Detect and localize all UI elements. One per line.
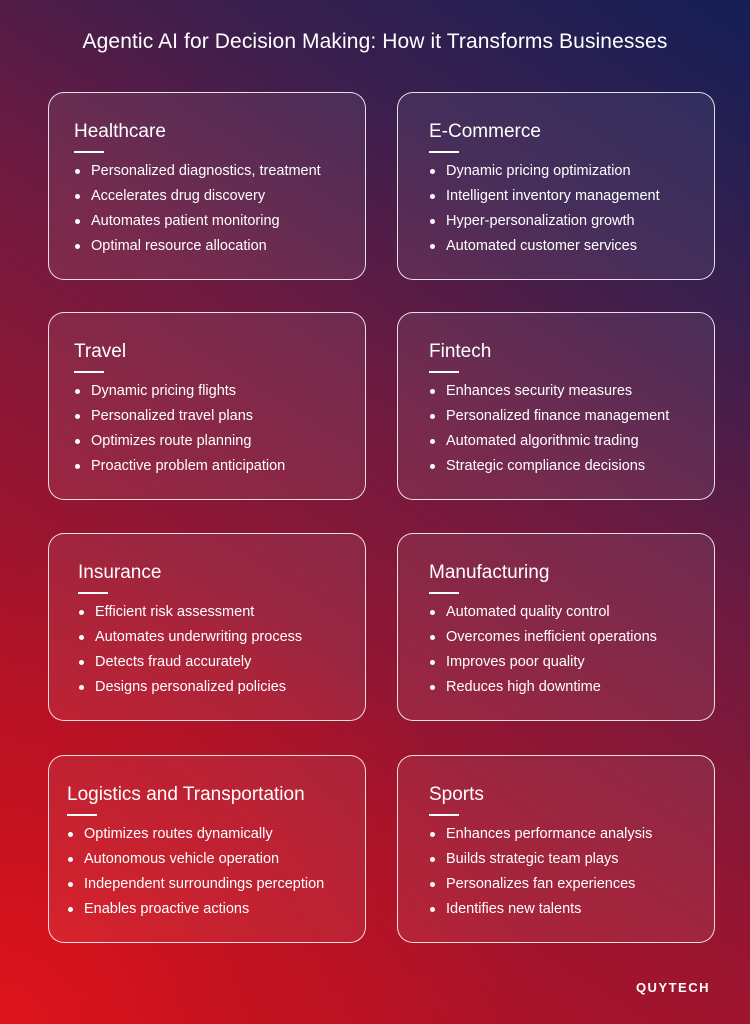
bullet-icon	[75, 439, 80, 444]
card-logistics	[48, 755, 366, 943]
bullet-icon	[430, 194, 435, 199]
list-item	[78, 650, 302, 675]
list-item-text: Automates patient monitoring	[91, 213, 280, 229]
list-item-text: Builds strategic team plays	[446, 851, 619, 867]
list-item	[74, 159, 321, 184]
list-item	[429, 650, 657, 675]
brand-logo: QUYTECH	[635, 980, 710, 995]
bullet-icon	[75, 389, 80, 394]
bullet-icon	[75, 464, 80, 469]
list-item	[429, 625, 657, 650]
list-item	[429, 159, 660, 184]
list-item	[429, 234, 660, 259]
list-item-text: Automated quality control	[446, 604, 610, 620]
list-item	[429, 897, 652, 922]
bullet-icon	[430, 219, 435, 224]
bullet-icon	[430, 414, 435, 419]
list-item-text: Reduces high downtime	[446, 679, 601, 695]
card-e-commerce	[397, 92, 715, 280]
list-item-text: Personalized finance management	[446, 408, 670, 424]
list-item-text: Overcomes inefficient operations	[446, 629, 657, 645]
bullet-icon	[68, 832, 73, 837]
card-title: Insurance	[78, 562, 162, 583]
card-healthcare	[48, 92, 366, 280]
bullet-icon	[430, 660, 435, 665]
bullet-icon	[430, 610, 435, 615]
card-list	[429, 600, 657, 700]
list-item	[67, 822, 324, 847]
list-item	[429, 675, 657, 700]
list-item	[78, 600, 302, 625]
card-list	[429, 822, 652, 922]
bullet-icon	[75, 414, 80, 419]
list-item-text: Enhances security measures	[446, 383, 633, 399]
card-title: Logistics and Transportation	[67, 784, 305, 805]
card-fintech	[397, 312, 715, 500]
bullet-icon	[430, 244, 435, 249]
card-list	[67, 822, 324, 922]
bullet-icon	[68, 907, 73, 912]
card-title: Manufacturing	[429, 562, 550, 583]
bullet-icon	[430, 464, 435, 469]
list-item	[78, 675, 302, 700]
card-list	[74, 379, 285, 479]
list-item	[429, 847, 652, 872]
bullet-icon	[68, 857, 73, 862]
list-item	[74, 184, 321, 209]
page-title: Agentic AI for Decision Making: How it Transforms Businesses	[82, 30, 668, 53]
list-item-text: Enhances performance analysis	[446, 826, 653, 842]
bullet-icon	[79, 635, 84, 640]
list-item-text: Personalized diagnostics, treatment	[91, 163, 321, 179]
bullet-icon	[75, 219, 80, 224]
title-underline	[429, 371, 459, 373]
list-item-text: Efficient risk assessment	[95, 604, 255, 620]
card-title: Sports	[429, 784, 484, 805]
title-underline	[74, 371, 104, 373]
list-item-text: Automated customer services	[446, 238, 637, 254]
list-item	[74, 454, 285, 479]
list-item	[429, 429, 669, 454]
title-underline	[429, 592, 459, 594]
bullet-icon	[430, 635, 435, 640]
list-item	[429, 184, 660, 209]
bullet-icon	[79, 660, 84, 665]
list-item	[429, 404, 669, 429]
bullet-icon	[75, 169, 80, 174]
card-manufacturing	[397, 533, 715, 721]
list-item	[429, 454, 669, 479]
list-item-text: Accelerates drug discovery	[91, 188, 266, 204]
card-sports	[397, 755, 715, 943]
list-item	[74, 429, 285, 454]
list-item	[429, 379, 669, 404]
bullet-icon	[75, 244, 80, 249]
list-item	[67, 872, 324, 897]
list-item-text: Intelligent inventory management	[446, 188, 660, 204]
bullet-icon	[75, 194, 80, 199]
bullet-icon	[430, 439, 435, 444]
list-item	[67, 847, 324, 872]
bullet-icon	[430, 907, 435, 912]
list-item-text: Optimal resource allocation	[91, 238, 267, 254]
list-item-text: Automates underwriting process	[95, 629, 303, 645]
list-item-text: Identifies new talents	[446, 901, 582, 917]
list-item-text: Strategic compliance decisions	[446, 458, 646, 474]
list-item-text: Optimizes route planning	[91, 433, 252, 449]
list-item-text: Proactive problem anticipation	[91, 458, 286, 474]
list-item	[74, 379, 285, 404]
list-item	[74, 404, 285, 429]
card-insurance	[48, 533, 366, 721]
list-item-text: Detects fraud accurately	[95, 654, 252, 670]
bullet-icon	[430, 685, 435, 690]
list-item-text: Personalized travel plans	[91, 408, 254, 424]
title-underline	[74, 151, 104, 153]
list-item-text: Independent surroundings perception	[84, 876, 325, 892]
list-item	[429, 822, 652, 847]
list-item	[74, 234, 321, 259]
list-item	[429, 600, 657, 625]
list-item-text: Autonomous vehicle operation	[84, 851, 280, 867]
bullet-icon	[430, 389, 435, 394]
list-item-text: Enables proactive actions	[84, 901, 250, 917]
list-item-text: Personalizes fan experiences	[446, 876, 636, 892]
title-underline	[67, 814, 97, 816]
bullet-icon	[430, 857, 435, 862]
list-item-text: Dynamic pricing flights	[91, 383, 237, 399]
list-item	[74, 209, 321, 234]
title-underline	[429, 814, 459, 816]
list-item	[78, 625, 302, 650]
card-list	[429, 379, 669, 479]
card-title: Fintech	[429, 341, 492, 362]
list-item-text: Hyper-personalization growth	[446, 213, 635, 229]
card-travel	[48, 312, 366, 500]
list-item	[429, 209, 660, 234]
list-item-text: Improves poor quality	[446, 654, 585, 670]
card-list	[74, 159, 321, 259]
list-item-text: Designs personalized policies	[95, 679, 287, 695]
list-item-text: Optimizes routes dynamically	[84, 826, 273, 842]
list-item-text: Automated algorithmic trading	[446, 433, 639, 449]
list-item-text: Dynamic pricing optimization	[446, 163, 631, 179]
bullet-icon	[430, 832, 435, 837]
card-list	[78, 600, 302, 700]
title-underline	[78, 592, 108, 594]
card-title: E-Commerce	[429, 121, 541, 142]
bullet-icon	[68, 882, 73, 887]
list-item	[429, 872, 652, 897]
card-list	[429, 159, 660, 259]
bullet-icon	[79, 610, 84, 615]
title-underline	[429, 151, 459, 153]
bullet-icon	[430, 882, 435, 887]
bullet-icon	[430, 169, 435, 174]
bullet-icon	[79, 685, 84, 690]
card-title: Healthcare	[74, 121, 166, 142]
card-title: Travel	[74, 341, 127, 362]
list-item	[67, 897, 324, 922]
